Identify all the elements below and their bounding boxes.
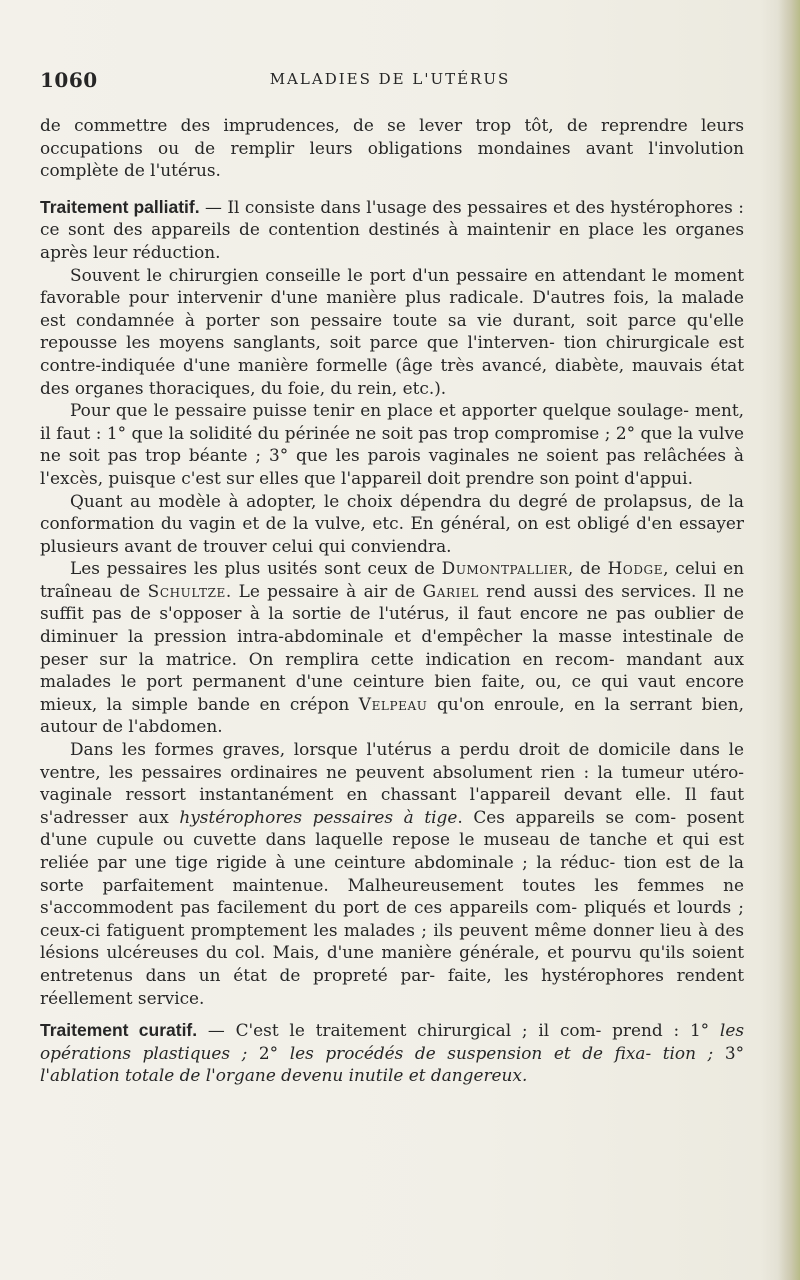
author-schultze: Schultze: [147, 580, 226, 601]
paragraph-6: [40, 557, 744, 738]
running-title: MALADIES DE L'UTÉRUS: [269, 70, 511, 88]
author-hodge: Hodge: [607, 558, 664, 579]
p7-text-b: . Ces appareils se com- posent d'une cupule ou cuvette dans laquelle repose le museau de tanche et qui est reliée par une tige rigide à une ceinture abdominale ; la réduc- tion est de la sorte parfaitement maintenue. Malheureusement toutes les femmes ne s'accommodent pas facilement du port de ces appareils com- pliqués et lourds ; ceux-ci fatiguent promptement les malades ; ils peuvent même donner lieu à des lésions ulcéreuses du col. Mais, d'une manière générale, et pourvu qu'ils soient entretenus dans un état de propreté par- faite, les hystérophores rendent réellement service.: [40, 806, 744, 1008]
page-number: 1060: [40, 68, 98, 92]
p6-text-b: , de: [567, 558, 608, 579]
p6-text-f: qu'on enroule, en la serrant bien, autour de l'abdomen.: [40, 693, 744, 737]
author-velpeau: Velpeau: [358, 693, 428, 714]
paragraph-3: Souvent le chirurgien conseille le port d'un pessaire en attendant le moment favorable pour intervenir d'une manière plus radicale. D'autres fois, la malade est condamnée à porter son pessaire toute sa vie durant, soit parce qu'elle repousse les moyens sanglants, soit parce que l'interven- tion chirurgicale est contre-indiquée d'une manière formelle (âge très avancé, diabète, mauvais état des organes thoraciques, du foie, du rein, etc.).: [40, 264, 744, 398]
paragraph-7: [40, 738, 744, 1009]
paragraph-2-text: — Il consiste dans l'usage des pessaires et des hystérophores : ce sont des appareils de contention destinés à maintenir en place les organes après leur réduction.: [40, 196, 744, 262]
p6-text-c: , celui en traîneau de: [40, 558, 744, 601]
p6-text-d: . Le pessaire à air de: [225, 580, 423, 601]
author-gariel: Gariel: [422, 580, 479, 601]
p8-italic-2: les procédés de suspension et de fixa- tion ;: [289, 1042, 714, 1063]
p7-text-a: Dans les formes graves, lorsque l'utérus a perdu droit de domicile dans le ventre, les pessaires ordinaires ne peuvent absolument rien : la tumeur utéro-vaginale ressort instantanément en chassant l'appareil devant elle. Il faut s'adresser aux: [40, 739, 744, 827]
section-heading-curatif: Traitement curatif.: [40, 1020, 198, 1041]
p8-italic-3: l'ablation totale de l'organe devenu inutile et dangereux.: [40, 1065, 528, 1086]
p8-italic-1: les opérations plastiques ;: [40, 1020, 744, 1063]
p8-text-c: 3°: [713, 1042, 745, 1063]
page-edge-shadow: [778, 0, 800, 1280]
paragraph-4: Pour que le pessaire puisse tenir en place et apporter quelque soulage- ment, il faut : 1° que la solidité du périnée ne soit pas trop compromise ; 2° que la vulve ne soit pas trop béante ; 3° que les parois vaginales ne soient pas relâchées à l'excès, puisque c'est sur elles que l'appareil doit prendre son point d'appui.: [40, 400, 744, 488]
p6-text-e: rend aussi des services. Il ne suffit pas de s'opposer à la sortie de l'utérus, il faut encore ne pas oublier de diminuer la pression intra-abdominale et d'empêcher la masse intestinale de peser sur la matrice. On remplira cette indication en recom- mandant aux malades le port permanent d'une ceinture bien faite, ou, ce qui vaut encore mieux, la simple bande en crépon: [40, 580, 744, 714]
p8-text-a: — C'est le traitement chirurgical ; il com- prend : 1°: [197, 1020, 720, 1041]
paragraph-traitement-curatif: [40, 1019, 744, 1087]
paragraph-5: Quant au modèle à adopter, le choix dépendra du degré de prolapsus, de la conformation du vagin et de la vulve, etc. En général, on est obligé d'en essayer plusieurs avant de trouver celui qui conviendra.: [40, 490, 744, 556]
author-dumontpallier: Dumontpallier: [441, 558, 568, 579]
paragraph-1: de commettre des imprudences, de se lever trop tôt, de reprendre leurs occupations ou de remplir leurs obligations mondaines avant l'involution complète de l'utérus.: [40, 115, 744, 181]
page-header: [40, 68, 740, 94]
p8-text-b: 2°: [247, 1042, 290, 1063]
p6-text-a: Les pessaires les plus usités sont ceux de: [70, 558, 442, 579]
p7-italic-term: hystérophores pessaires à tige: [179, 806, 458, 827]
section-heading-palliatif: Traitement palliatif.: [40, 196, 200, 217]
body-text: [40, 114, 744, 1087]
paragraph-traitement-palliatif: [40, 196, 744, 264]
